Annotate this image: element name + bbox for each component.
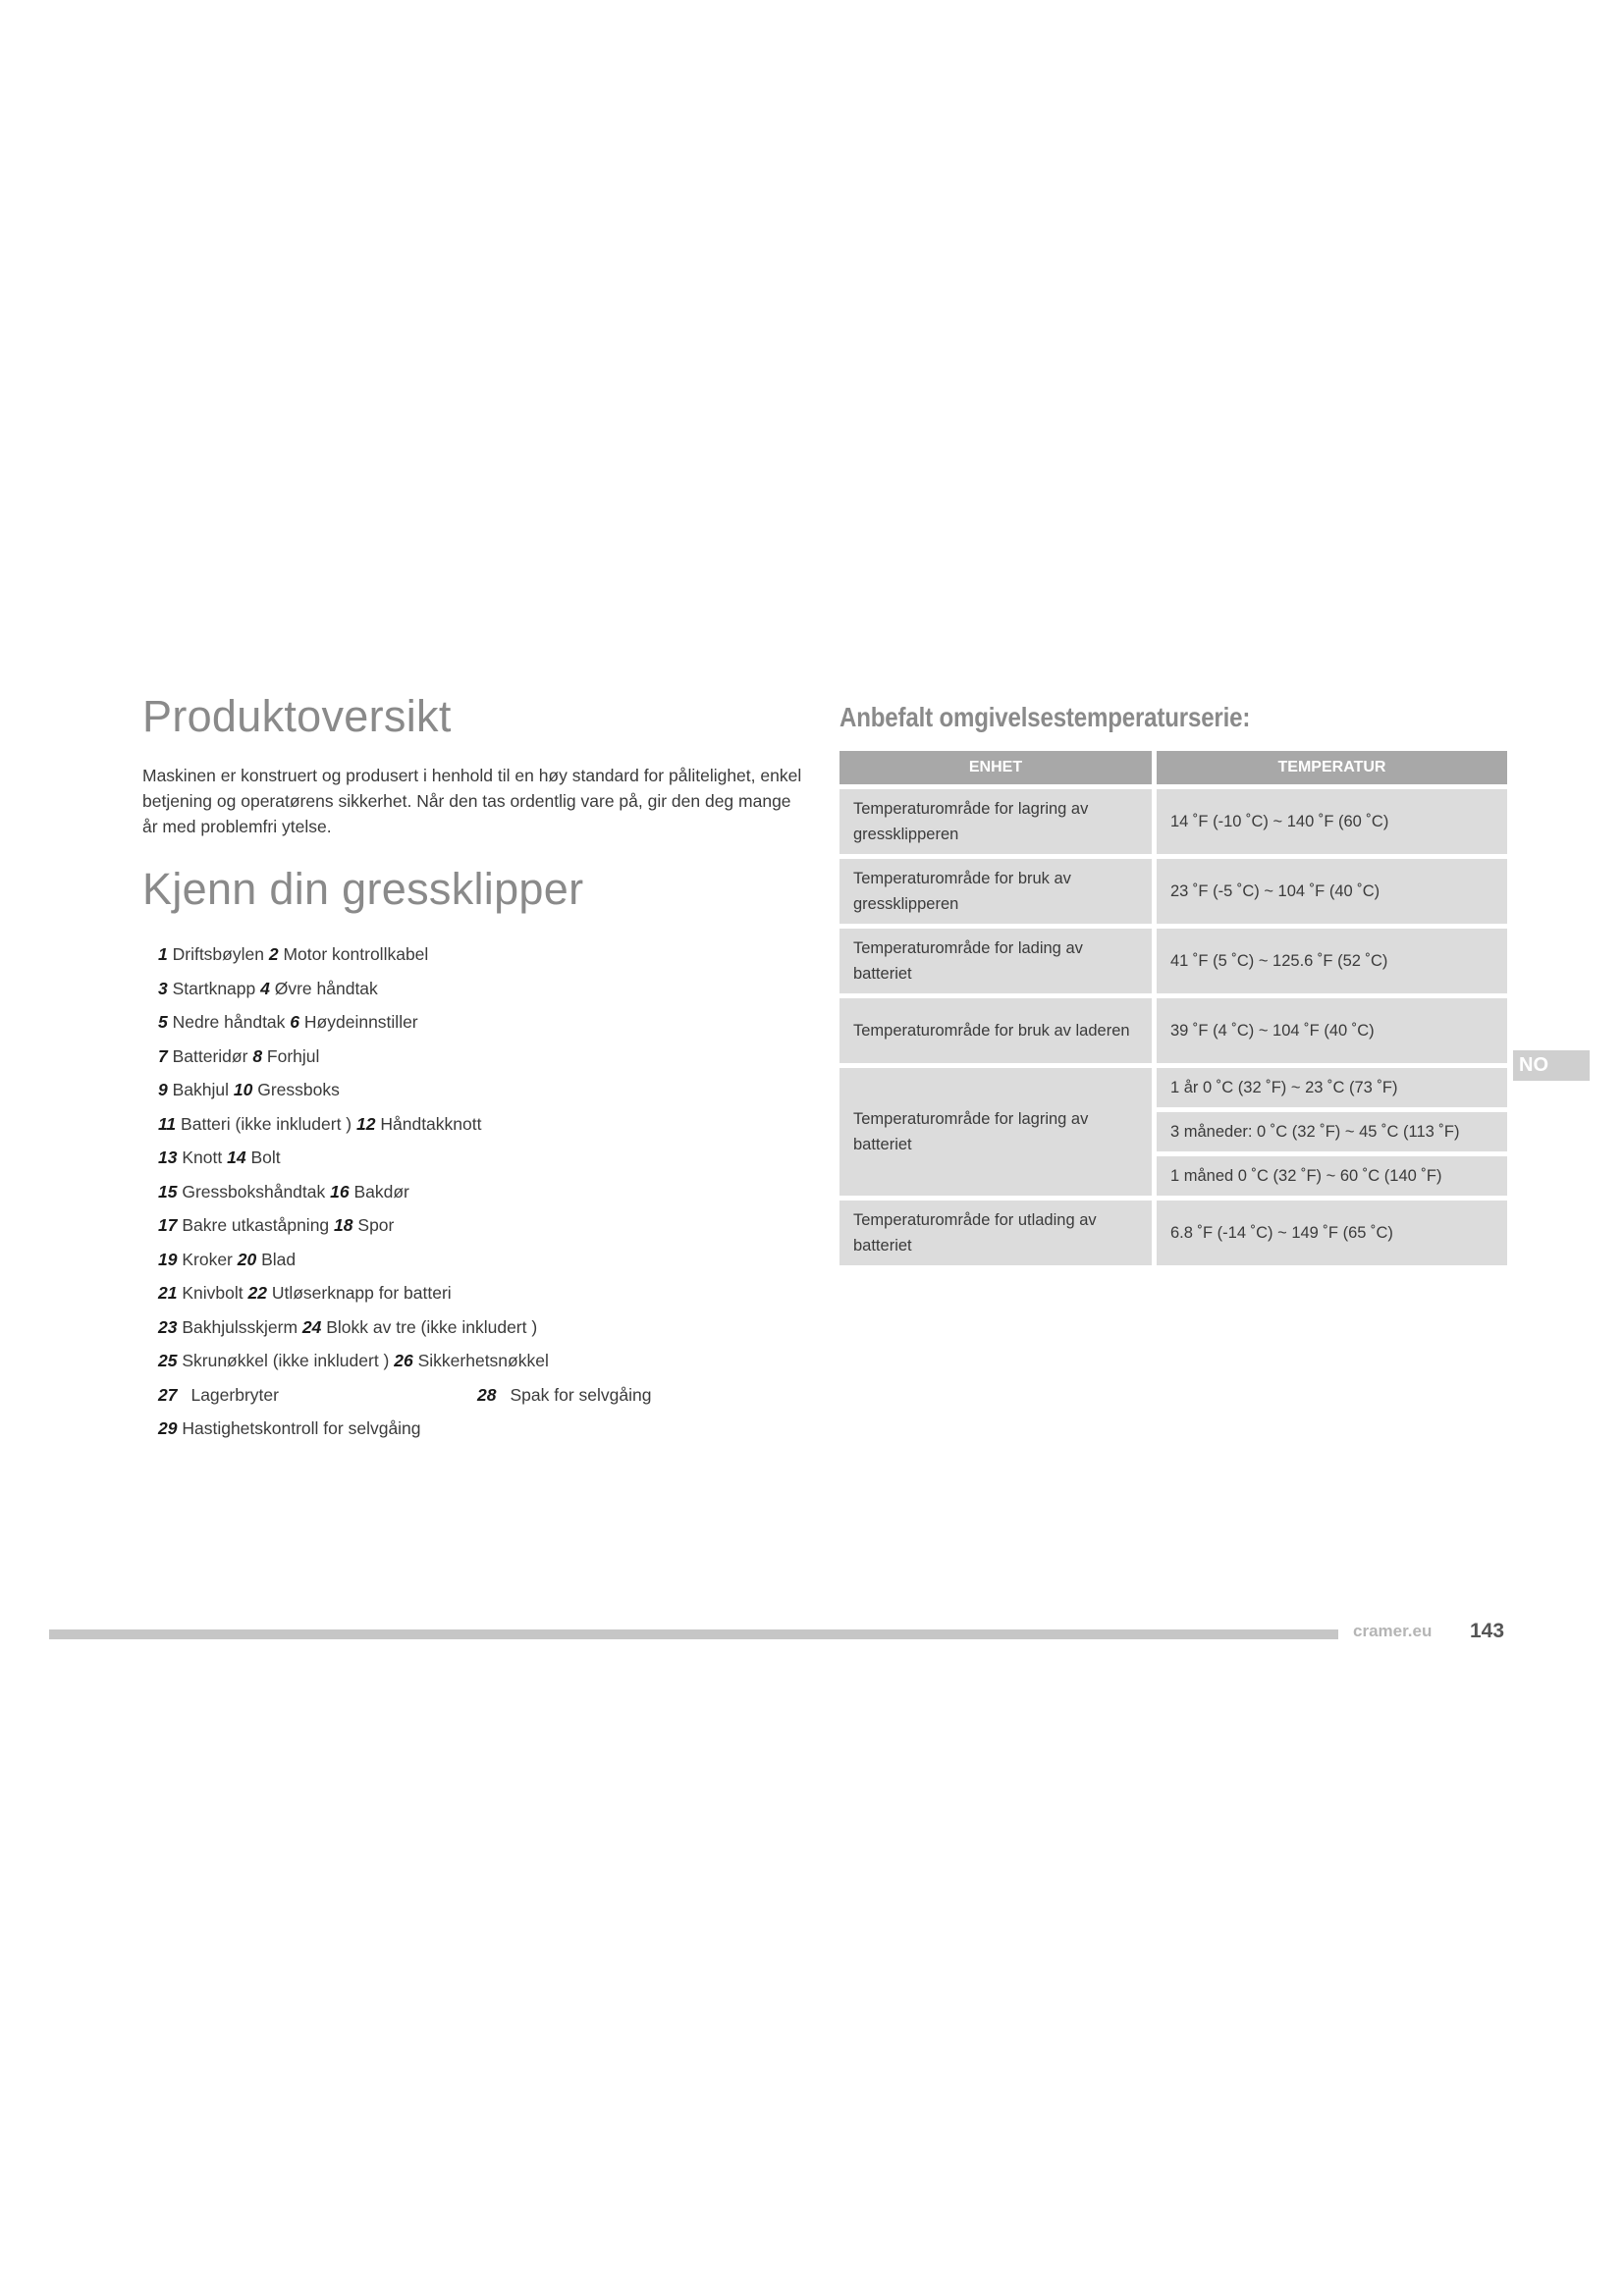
parts-list-item: 17 Bakre utkaståpning 18 Spor (158, 1215, 395, 1235)
language-tab: NO (1513, 1050, 1590, 1081)
temperature-cell: 41 ˚F (5 ˚C) ~ 125.6 ˚F (52 ˚C) (1157, 929, 1507, 993)
parts-list-item: 3 Startknapp 4 Øvre håndtak (158, 978, 378, 998)
parts-list-item: 23 Bakhjulsskjerm 24 Blokk av tre (ikke inkludert ) (158, 1316, 538, 1337)
parts-list-item: 1 Driftsbøylen 2 Motor kontrollkabel (158, 944, 429, 964)
parts-list-item: 5 Nedre håndtak 6 Høydeinnstiller (158, 1012, 418, 1032)
temperature-title: Anbefalt omgivelsestemperaturserie: (839, 702, 1251, 732)
temperature-cell: 23 ˚F (-5 ˚C) ~ 104 ˚F (40 ˚C) (1157, 859, 1507, 924)
column-header-temperature: TEMPERATUR (1157, 751, 1507, 784)
temperature-cell: 3 måneder: 0 ˚C (32 ˚F) ~ 45 ˚C (113 ˚F) (1157, 1112, 1507, 1151)
temperature-cell: 6.8 ˚F (-14 ˚C) ~ 149 ˚F (65 ˚C) (1157, 1201, 1507, 1265)
parts-list-item: 11 Batteri (ikke inkludert ) 12 Håndtakknott (158, 1113, 482, 1134)
table-row (839, 998, 1507, 1063)
column-header-unit: ENHET (839, 751, 1152, 784)
temperature-cell: 14 ˚F (-10 ˚C) ~ 140 ˚F (60 ˚C) (1157, 789, 1507, 854)
overview-intro: Maskinen er konstruert og produsert i henhold til en høy standard for pålitelighet, enkel betjening og operatørens sikkerhet. Når den tas ordentlig vare på, gir den deg mange år med problemfri ytelse. (142, 765, 802, 836)
parts-list-item: 15 Gressbokshåndtak 16 Bakdør (158, 1181, 409, 1201)
unit-cell: Temperaturområde for bruk av gressklipperen (839, 859, 1152, 924)
table-row (839, 859, 1507, 924)
unit-cell: Temperaturområde for lading av batteriet (839, 929, 1152, 993)
parts-list-item: 13 Knott 14 Bolt (158, 1148, 281, 1167)
parts-list-item: 29 Hastighetskontroll for selvgåing (158, 1418, 421, 1438)
page-number: 143 (1470, 1620, 1505, 1642)
parts-list-item: 19 Kroker 20 Blad (158, 1249, 297, 1269)
temperature-table (835, 746, 1512, 1270)
know-title: Kjenn din gressklipper (142, 863, 584, 914)
footer-site: cramer.eu (1353, 1622, 1433, 1640)
temperature-cell: 1 år 0 ˚C (32 ˚F) ~ 23 ˚C (73 ˚F) (1157, 1068, 1507, 1107)
temperature-cell: 39 ˚F (4 ˚C) ~ 104 ˚F (40 ˚C) (1157, 998, 1507, 1063)
unit-cell: Temperaturområde for utlading av batteriet (839, 1201, 1152, 1265)
unit-cell: Temperaturområde for lagring av batteriet (839, 1068, 1152, 1196)
parts-list-item: 25 Skrunøkkel (ikke inkludert ) 26 Sikkerhetsnøkkel (158, 1351, 549, 1370)
parts-list-item: 9 Bakhjul 10 Gressboks (158, 1080, 340, 1099)
left-column (142, 692, 810, 1453)
parts-list-item: 27 Lagerbryter 28 Spak for selvgåing (158, 1384, 652, 1405)
table-row (839, 1068, 1507, 1107)
table-row (839, 789, 1507, 854)
overview-title: Produktoversikt (142, 691, 452, 741)
footer-bar (49, 1629, 1338, 1639)
unit-cell: Temperaturområde for bruk av laderen (839, 998, 1152, 1063)
unit-cell: Temperaturområde for lagring av gressklipperen (839, 789, 1152, 854)
temperature-section (839, 702, 1507, 1270)
temperature-cell: 1 måned 0 ˚C (32 ˚F) ~ 60 ˚C (140 ˚F) (1157, 1156, 1507, 1196)
parts-list (158, 944, 810, 1453)
parts-list-item: 7 Batteridør 8 Forhjul (158, 1045, 320, 1066)
table-row (839, 929, 1507, 993)
parts-list-item: 21 Knivbolt 22 Utløserknapp for batteri (158, 1283, 452, 1303)
table-row (839, 1201, 1507, 1265)
